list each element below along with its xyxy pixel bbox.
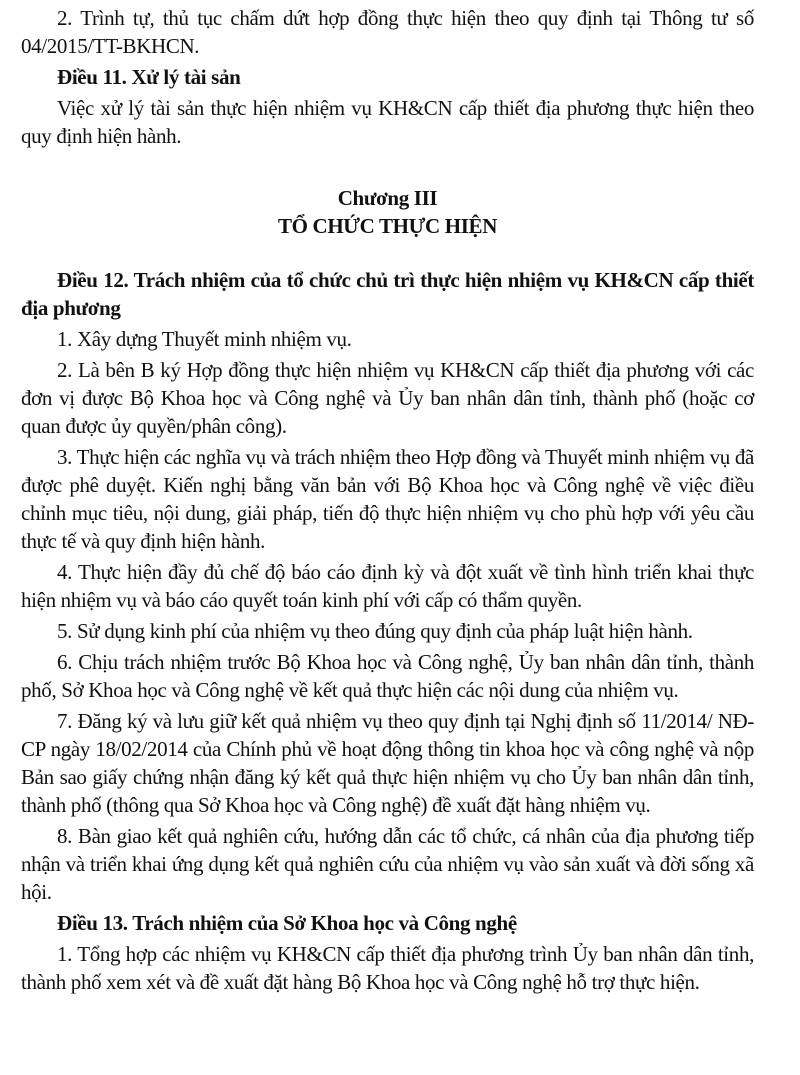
article-10-clause-2: 2. Trình tự, thủ tục chấm dứt hợp đồng thực hiện theo quy định tại Thông tư số 04/2015/TT-BKHCN. [21,6,754,58]
article-12-clause: 3. Thực hiện các nghĩa vụ và trách nhiệm theo Hợp đồng và Thuyết minh nhiệm vụ đã được phê duyệt. Kiến nghị bằng văn bản với Bộ Khoa học và Công nghệ về việc điều chỉnh mục tiêu, nội dung, giải pháp, tiến độ thực hiện nhiệm vụ cho phù hợp với yêu cầu thực tế và quy định hiện hành. [21,445,754,553]
article-12-clause: 6. Chịu trách nhiệm trước Bộ Khoa học và Công nghệ, Ủy ban nhân dân tỉnh, thành phố, Sở Khoa học và Công nghệ về kết quả thực hiện các nội dung của nhiệm vụ. [21,650,754,702]
chapter-number: Chương III [337,186,438,210]
article-12-clause: 4. Thực hiện đầy đủ chế độ báo cáo định kỳ và đột xuất về tình hình triển khai thực hiện nhiệm vụ và báo cáo quyết toán kinh phí với cấp có thẩm quyền. [21,560,754,612]
chapter-title: TỔ CHỨC THỰC HIỆN [277,214,498,238]
article-12-clause: 2. Là bên B ký Hợp đồng thực hiện nhiệm vụ KH&CN cấp thiết địa phương với các đơn vị được Bộ Khoa học và Công nghệ và Ủy ban nhân dân tỉnh, thành phố (hoặc cơ quan được ủy quyền/phân công). [21,358,754,438]
article-13-heading: Điều 13. Trách nhiệm của Sở Khoa học và Công nghệ [57,911,517,935]
article-13 [21,909,754,996]
article-11-heading: Điều 11. Xử lý tài sản [57,65,241,89]
article-12-clause: 1. Xây dựng Thuyết minh nhiệm vụ. [57,327,352,351]
article-12 [21,266,754,906]
article-11-body: Việc xử lý tài sản thực hiện nhiệm vụ KH&CN cấp thiết địa phương thực hiện theo quy định hiện hành. [21,96,754,148]
article-12-clause: 7. Đăng ký và lưu giữ kết quả nhiệm vụ theo quy định tại Nghị định số 11/2014/ NĐ-CP ngày 18/02/2014 của Chính phủ về hoạt động thông tin khoa học và công nghệ và nộp Bản sao giấy chứng nhận đăng ký kết quả thực hiện nhiệm vụ cho Ủy ban nhân dân tỉnh, thành phố (thông qua Sở Khoa học và Công nghệ) đề xuất đặt hàng nhiệm vụ. [21,709,754,817]
article-12-clause: 8. Bàn giao kết quả nghiên cứu, hướng dẫn các tổ chức, cá nhân của địa phương tiếp nhận và triển khai ứng dụng kết quả nghiên cứu của nhiệm vụ vào sản xuất và đời sống xã hội. [21,824,754,904]
article-13-clause: 1. Tổng hợp các nhiệm vụ KH&CN cấp thiết địa phương trình Ủy ban nhân dân tỉnh, thành phố xem xét và đề xuất đặt hàng Bộ Khoa học và Công nghệ hỗ trợ thực hiện. [21,942,754,994]
article-12-clause: 5. Sử dụng kinh phí của nhiệm vụ theo đúng quy định của pháp luật hiện hành. [57,619,693,643]
article-12-heading: Điều 12. Trách nhiệm của tổ chức chủ trì thực hiện nhiệm vụ KH&CN cấp thiết địa phương [21,268,754,320]
chapter-header [21,184,754,240]
